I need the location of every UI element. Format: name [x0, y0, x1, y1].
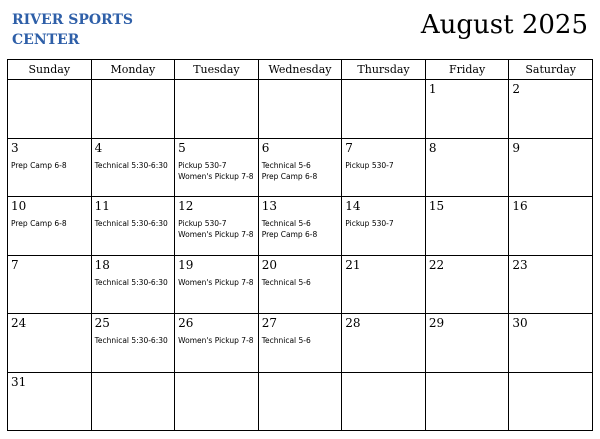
- day-number: 4: [94, 140, 103, 155]
- event-entry: Technical 5:30-6:30: [94, 160, 168, 170]
- day-cell: [342, 197, 426, 256]
- day-cell: [91, 372, 175, 431]
- weekday-header: Thursday: [342, 60, 426, 80]
- weekday-header: Monday: [91, 60, 175, 80]
- day-cell: [258, 255, 342, 314]
- day-number: 8: [428, 140, 437, 155]
- day-number: 18: [94, 257, 110, 272]
- week-row: [8, 197, 593, 256]
- organization-name: RIVER SPORTS CENTER: [12, 12, 133, 48]
- day-number: 24: [11, 316, 27, 330]
- month-title: August 2025: [420, 10, 588, 40]
- event-entry: Technical 5-6: [261, 219, 311, 228]
- event-entry: Technical 5-6: [261, 160, 311, 170]
- day-number: 7: [345, 140, 353, 155]
- day-number: 10: [11, 199, 27, 213]
- day-cell: [425, 372, 509, 431]
- day-cell: [175, 255, 259, 314]
- day-number: 14: [345, 199, 361, 213]
- day-cell: [509, 197, 593, 256]
- day-cell: [175, 372, 259, 431]
- event-entry: Prep Camp 6-8: [11, 219, 67, 228]
- event-entry: Prep Camp 6-8: [261, 230, 318, 239]
- day-cell: [8, 80, 92, 139]
- day-cell: [258, 372, 342, 431]
- weekday-header: Sunday: [8, 60, 92, 80]
- day-number: 29: [428, 316, 445, 330]
- day-cell: [342, 255, 426, 314]
- day-cell: [425, 80, 509, 139]
- day-cell: [425, 255, 509, 314]
- day-number: 7: [11, 257, 19, 272]
- day-cell: [175, 138, 259, 197]
- week-row: [8, 80, 593, 139]
- day-number: 9: [512, 140, 521, 155]
- day-cell: [509, 80, 593, 139]
- weekday-header: Saturday: [509, 60, 593, 80]
- day-number: 11: [94, 199, 110, 213]
- day-cell: [8, 314, 92, 373]
- day-cell: [8, 372, 92, 431]
- weekday-header: Friday: [425, 60, 509, 80]
- day-cell: [258, 314, 342, 373]
- day-number: 30: [512, 316, 528, 330]
- day-cell: [8, 197, 92, 256]
- day-cell: [91, 197, 175, 256]
- event-entry: Technical 5:30-6:30: [94, 219, 168, 228]
- calendar-body: [8, 80, 593, 431]
- day-number: 21: [345, 257, 361, 272]
- week-row: [8, 314, 593, 373]
- day-number: 31: [11, 374, 27, 389]
- event-entry: Pickup 530-7: [345, 219, 394, 228]
- calendar-grid: [7, 59, 593, 431]
- day-cell: [91, 314, 175, 373]
- week-row: [8, 138, 593, 197]
- day-cell: [175, 80, 259, 139]
- event-entry: Women's Pickup 7-8: [178, 171, 254, 181]
- day-cell: [258, 80, 342, 139]
- day-number: 16: [512, 199, 528, 213]
- event-entry: Technical 5:30-6:30: [94, 336, 168, 345]
- day-cell: [425, 314, 509, 373]
- day-number: 27: [261, 316, 277, 330]
- day-cell: [509, 314, 593, 373]
- day-number: 23: [512, 257, 528, 272]
- event-entry: Women's Pickup 7-8: [178, 277, 254, 287]
- day-cell: [175, 197, 259, 256]
- day-cell: [509, 255, 593, 314]
- event-entry: Women's Pickup 7-8: [178, 336, 254, 345]
- event-entry: Prep Camp 6-8: [261, 171, 318, 181]
- day-number: 5: [178, 140, 186, 155]
- day-cell: [425, 197, 509, 256]
- event-entry: Technical 5-6: [261, 277, 311, 287]
- event-entry: Pickup 530-7: [345, 160, 394, 170]
- day-number: 2: [512, 82, 521, 96]
- day-number: 1: [428, 82, 437, 96]
- day-number: 25: [94, 316, 110, 330]
- day-cell: [342, 314, 426, 373]
- event-entry: Technical 5:30-6:30: [94, 277, 168, 287]
- day-cell: [8, 255, 92, 314]
- week-row: [8, 255, 593, 314]
- day-number: 20: [261, 257, 277, 272]
- day-number: 22: [428, 257, 445, 272]
- day-number: 12: [178, 199, 194, 213]
- day-cell: [258, 197, 342, 256]
- day-cell: [91, 255, 175, 314]
- day-cell: [8, 138, 92, 197]
- event-entry: Pickup 530-7: [178, 219, 227, 228]
- event-entry: Technical 5-6: [261, 336, 311, 345]
- day-cell: [91, 138, 175, 197]
- day-number: 13: [261, 199, 277, 213]
- day-number: 28: [345, 316, 361, 330]
- day-cell: [258, 138, 342, 197]
- day-number: 6: [261, 140, 270, 155]
- week-row: [8, 372, 593, 431]
- weekday-header-row: [8, 60, 593, 80]
- event-entry: Women's Pickup 7-8: [178, 230, 254, 239]
- day-cell: [425, 138, 509, 197]
- day-number: 15: [428, 199, 445, 213]
- day-cell: [509, 372, 593, 431]
- day-number: 3: [11, 140, 19, 155]
- weekday-header: Tuesday: [175, 60, 259, 80]
- day-number: 26: [178, 316, 194, 330]
- day-cell: [342, 138, 426, 197]
- weekday-header: Wednesday: [258, 60, 342, 80]
- day-cell: [342, 372, 426, 431]
- day-cell: [175, 314, 259, 373]
- day-cell: [91, 80, 175, 139]
- day-cell: [342, 80, 426, 139]
- event-entry: Prep Camp 6-8: [11, 160, 67, 170]
- day-cell: [509, 138, 593, 197]
- day-number: 19: [178, 257, 194, 272]
- event-entry: Pickup 530-7: [178, 160, 227, 170]
